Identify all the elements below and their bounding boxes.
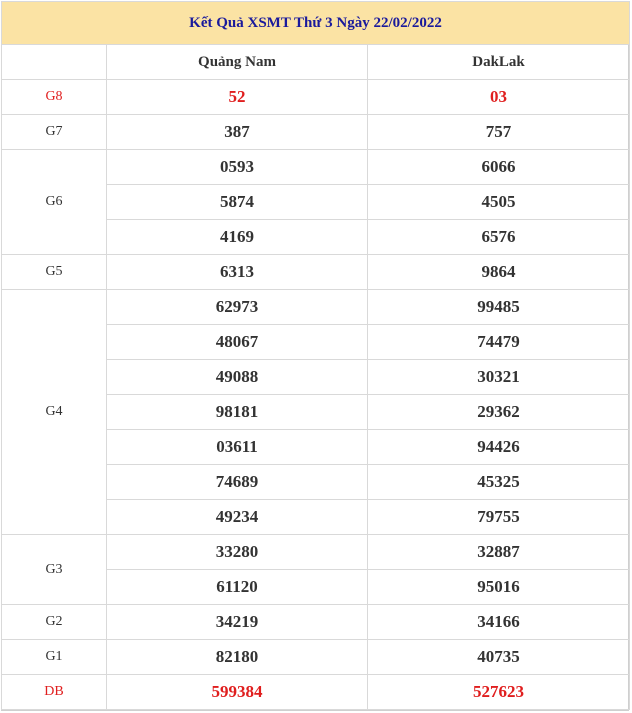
header-row	[2, 45, 630, 80]
column-header-quang-nam: Quảng Nam	[107, 45, 368, 80]
result-value: 6576	[368, 220, 630, 255]
result-value: 0593	[107, 150, 368, 185]
lottery-results-table	[1, 1, 630, 710]
results-title: Kết Quả XSMT Thứ 3 Ngày 22/02/2022	[2, 2, 630, 45]
result-value: 4169	[107, 220, 368, 255]
table-row	[2, 605, 630, 640]
table-row	[2, 80, 630, 115]
result-value: 61120	[107, 570, 368, 605]
result-value: 82180	[107, 640, 368, 675]
result-value: 95016	[368, 570, 630, 605]
table-row	[2, 535, 630, 570]
table-row	[2, 255, 630, 290]
result-value: 34219	[107, 605, 368, 640]
table-row	[2, 675, 630, 710]
result-value: 40735	[368, 640, 630, 675]
prize-label-g4: G4	[2, 290, 107, 535]
result-value: 98181	[107, 395, 368, 430]
column-header-daklak: DakLak	[368, 45, 630, 80]
prize-label-db: DB	[2, 675, 107, 710]
result-value: 6313	[107, 255, 368, 290]
result-value: 9864	[368, 255, 630, 290]
title-row	[2, 2, 630, 45]
result-value: 33280	[107, 535, 368, 570]
result-value: 30321	[368, 360, 630, 395]
header-empty-cell	[2, 45, 107, 80]
result-value: 49234	[107, 500, 368, 535]
table-row	[2, 150, 630, 185]
result-value: 94426	[368, 430, 630, 465]
result-value: 6066	[368, 150, 630, 185]
result-value: 03	[368, 80, 630, 115]
table-row	[2, 640, 630, 675]
result-value: 48067	[107, 325, 368, 360]
result-value: 74479	[368, 325, 630, 360]
result-value: 5874	[107, 185, 368, 220]
prize-label-g5: G5	[2, 255, 107, 290]
result-value: 527623	[368, 675, 630, 710]
prize-label-g3: G3	[2, 535, 107, 605]
result-value: 32887	[368, 535, 630, 570]
result-value: 45325	[368, 465, 630, 500]
result-value: 52	[107, 80, 368, 115]
prize-label-g7: G7	[2, 115, 107, 150]
result-value: 4505	[368, 185, 630, 220]
result-value: 74689	[107, 465, 368, 500]
result-value: 03611	[107, 430, 368, 465]
result-value: 387	[107, 115, 368, 150]
result-value: 49088	[107, 360, 368, 395]
result-value: 99485	[368, 290, 630, 325]
prize-label-g1: G1	[2, 640, 107, 675]
result-value: 599384	[107, 675, 368, 710]
prize-label-g2: G2	[2, 605, 107, 640]
result-value: 62973	[107, 290, 368, 325]
result-value: 757	[368, 115, 630, 150]
result-value: 79755	[368, 500, 630, 535]
table-row	[2, 290, 630, 325]
prize-label-g6: G6	[2, 150, 107, 255]
table-row	[2, 115, 630, 150]
result-value: 34166	[368, 605, 630, 640]
prize-label-g8: G8	[2, 80, 107, 115]
result-value: 29362	[368, 395, 630, 430]
